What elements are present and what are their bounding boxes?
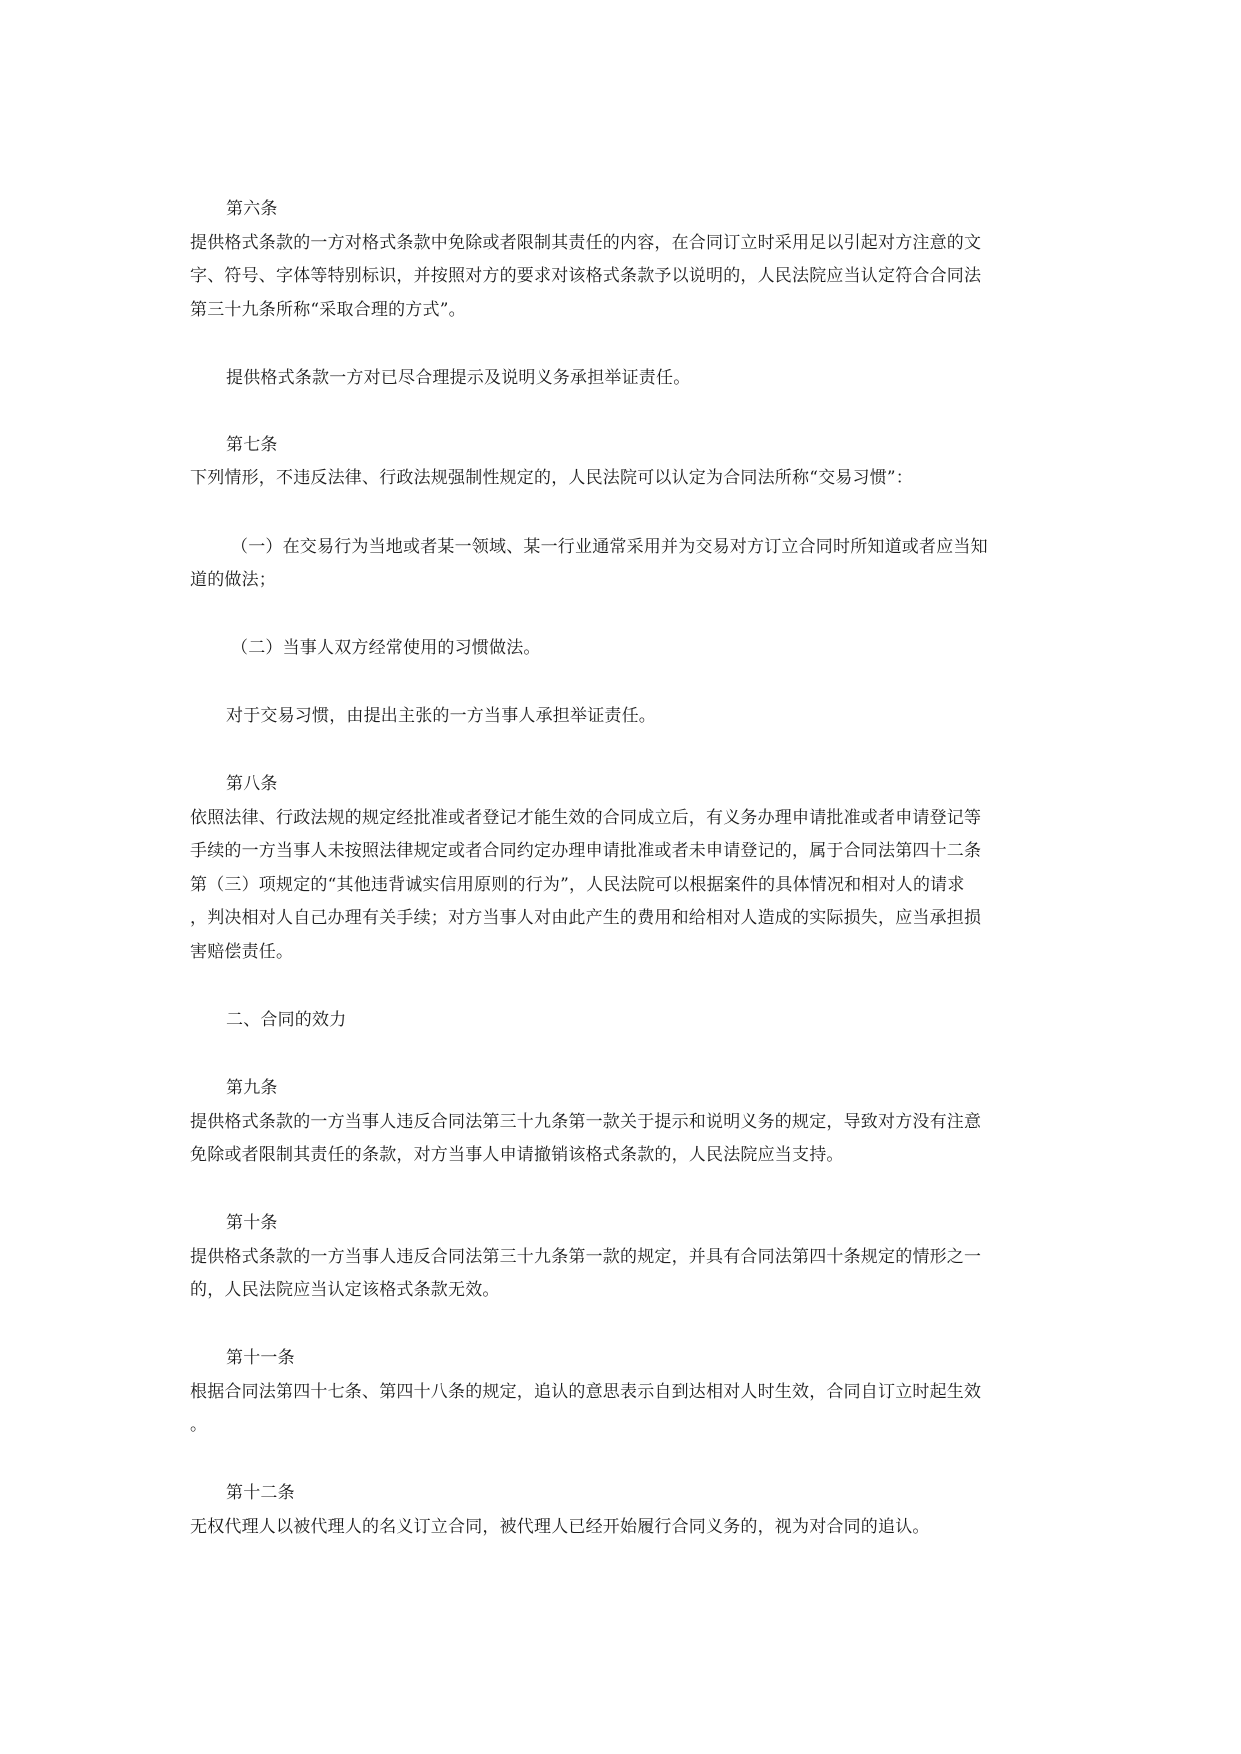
- article-8-line-5: 害赔偿责任。: [190, 942, 294, 962]
- article-8-line-1: 依照法律、行政法规的规定经批准或者登记才能生效的合同成立后，有义务办理申请批准或者申请登记等: [190, 808, 982, 828]
- article-7-line-1: 下列情形，不违反法律、行政法规强制性规定的，人民法院可以认定为合同法所称“交易习惯”：: [190, 468, 913, 488]
- article-7-item-1-line-2: 道的做法；: [190, 570, 276, 590]
- article-8-line-2: 手续的一方当事人未按照法律规定或者合同约定办理申请批准或者未申请登记的，属于合同法第四十二条: [190, 841, 982, 861]
- article-8-line-3: 第（三）项规定的“其他违背诚实信用原则的行为”，人民法院可以根据案件的具体情况和相对人的请求: [190, 875, 965, 895]
- article-12-heading: 第十二条: [226, 1483, 295, 1503]
- article-10-line-2: 的，人民法院应当认定该格式条款无效。: [190, 1280, 500, 1300]
- article-7-item-1-line-1: （一）在交易行为当地或者某一领域、某一行业通常采用并为交易对方订立合同时所知道或者应当知: [231, 537, 988, 557]
- article-7-item-2: （二）当事人双方经常使用的习惯做法。: [231, 638, 541, 658]
- article-11-line-1: 根据合同法第四十七条、第四十八条的规定，追认的意思表示自到达相对人时生效，合同自订立时起生效: [190, 1382, 982, 1402]
- article-8-line-4: ，判决相对人自己办理有关手续；对方当事人对由此产生的费用和给相对人造成的实际损失，应当承担损: [190, 908, 982, 928]
- article-12-line-1: 无权代理人以被代理人的名义订立合同，被代理人已经开始履行合同义务的，视为对合同的追认。: [190, 1517, 930, 1537]
- article-9-line-2: 免除或者限制其责任的条款，对方当事人申请撤销该格式条款的，人民法院应当支持。: [190, 1145, 844, 1165]
- article-10-line-1: 提供格式条款的一方当事人违反合同法第三十九条第一款的规定，并具有合同法第四十条规定的情形之一: [190, 1247, 982, 1267]
- article-9-heading: 第九条: [226, 1078, 278, 1098]
- article-8-heading: 第八条: [226, 774, 278, 794]
- article-6-line-2: 字、符号、字体等特别标识，并按照对方的要求对该格式条款予以说明的，人民法院应当认定符合合同法: [190, 266, 982, 286]
- article-11-line-2: 。: [190, 1415, 208, 1435]
- article-11-heading: 第十一条: [226, 1348, 295, 1368]
- article-9-line-1: 提供格式条款的一方当事人违反合同法第三十九条第一款关于提示和说明义务的规定，导致对方没有注意: [190, 1112, 982, 1132]
- article-6-line-3: 第三十九条所称“采取合理的方式”。: [190, 300, 466, 320]
- article-6-line-1: 提供格式条款的一方对格式条款中免除或者限制其责任的内容，在合同订立时采用足以引起对方注意的文: [190, 233, 982, 253]
- article-6-paragraph-2: 提供格式条款一方对已尽合理提示及说明义务承担举证责任。: [226, 368, 691, 388]
- article-10-heading: 第十条: [226, 1213, 278, 1233]
- section-2-heading: 二、合同的效力: [226, 1010, 347, 1030]
- article-7-heading: 第七条: [226, 435, 278, 455]
- article-6-heading: 第六条: [226, 199, 278, 219]
- article-7-paragraph-3: 对于交易习惯，由提出主张的一方当事人承担举证责任。: [226, 706, 656, 726]
